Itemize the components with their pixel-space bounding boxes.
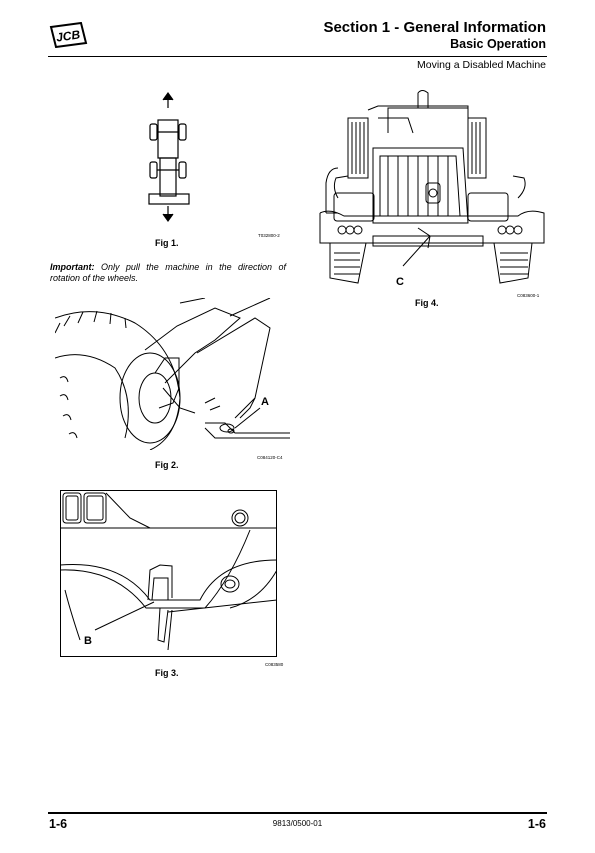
important-label: Important: [50, 262, 95, 272]
jcb-logo [48, 22, 88, 48]
important-note [50, 262, 286, 284]
footer-rule [48, 812, 547, 814]
fig4-diagram [318, 88, 546, 286]
section-title: Section 1 - General Information [323, 19, 546, 36]
page-number-right: 1-6 [527, 817, 546, 831]
fig4-label-c: C [396, 276, 404, 286]
fig2-caption: Fig 2. [155, 460, 179, 470]
document-code: 9813/0500-01 [272, 819, 323, 828]
page-number-left: 1-6 [49, 817, 68, 831]
section-subtitle: Basic Operation [450, 37, 546, 51]
fig4-caption: Fig 4. [415, 298, 439, 308]
fig2-diagram [55, 298, 290, 450]
fig4-code: C083600-1 [517, 293, 540, 298]
fig3-diagram [60, 490, 277, 657]
fig2-label-a: A [261, 396, 269, 408]
header-rule [48, 56, 547, 57]
important-text: Only pull the machine in the direction of rotation of the wheels. [50, 262, 286, 283]
fig1-code: T032800-2 [258, 233, 280, 238]
logo-text: JCB [55, 27, 82, 45]
fig3-code: C083580 [265, 662, 284, 667]
fig2-code: C084120-C4 [257, 455, 283, 460]
topic-title: Moving a Disabled Machine [417, 59, 546, 71]
fig3-label-b: B [84, 635, 92, 647]
fig3-caption: Fig 3. [155, 668, 179, 678]
fig1-diagram [140, 90, 200, 225]
fig1-caption: Fig 1. [155, 238, 179, 248]
